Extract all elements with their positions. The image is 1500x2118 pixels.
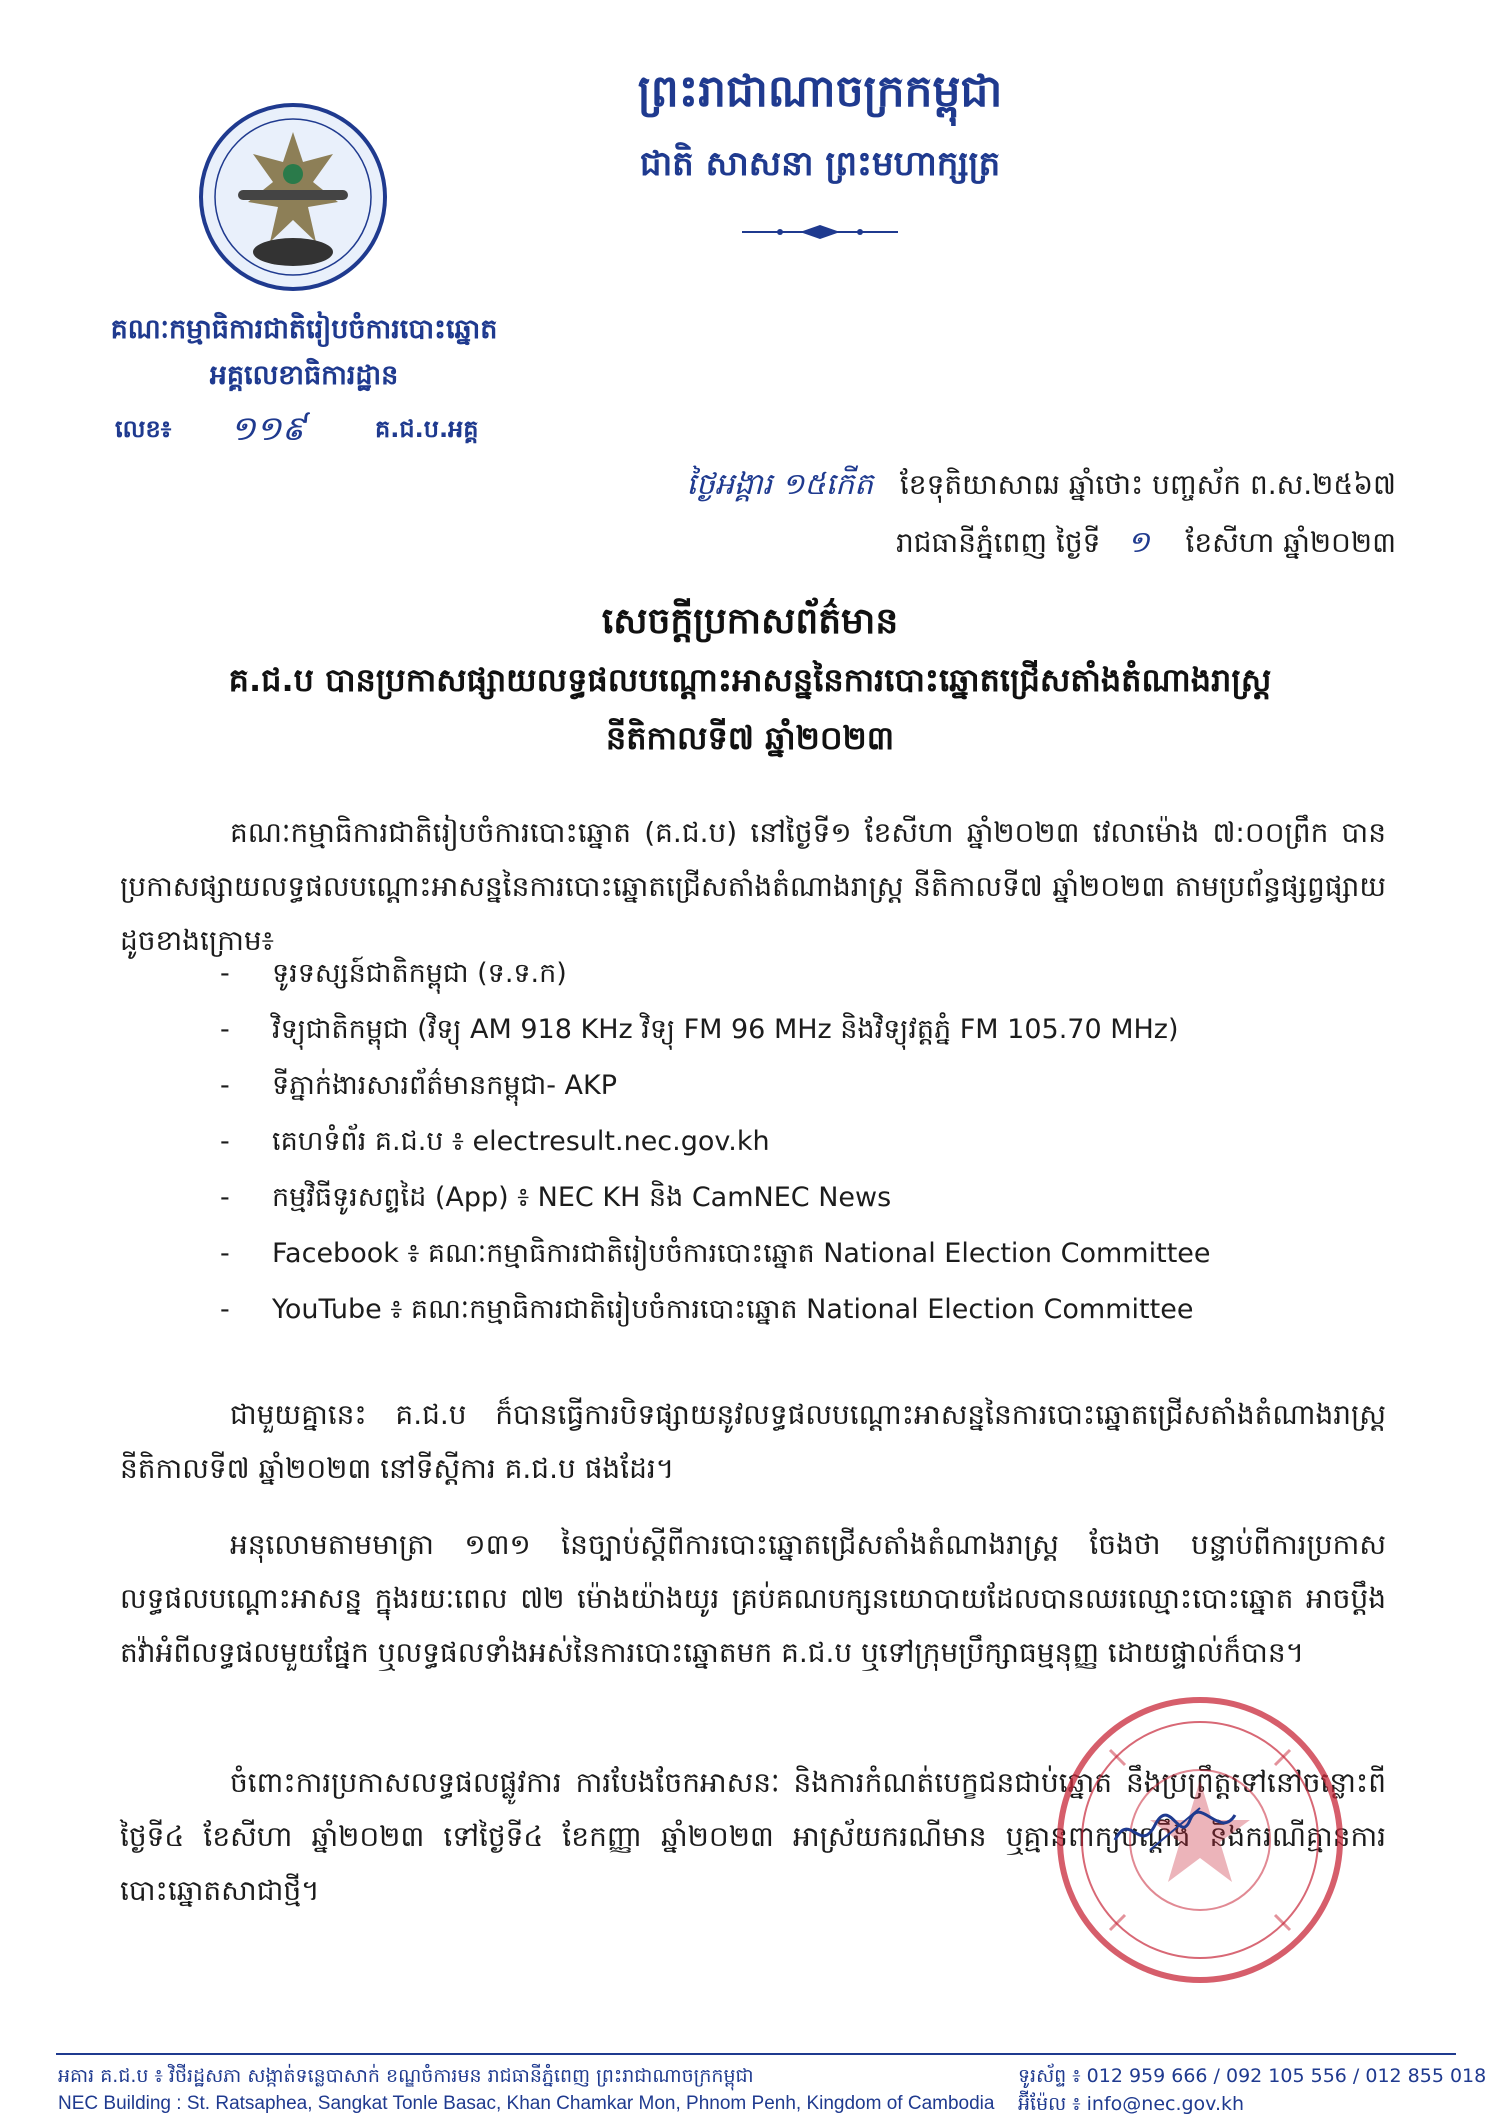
phone-label: ទូរស័ព្ទ ៖ bbox=[1018, 2065, 1081, 2087]
lunar-date-rest: ខែទុតិយាសាឍ ឆ្នាំថោះ បញ្ចស័ក ព.ស.២៥៦៧ bbox=[899, 468, 1396, 501]
national-motto: ជាតិ សាសនា ព្រះមហាក្សត្រ bbox=[639, 144, 1001, 184]
channel-text: ទីភ្នាក់ងារសារព័ត៌មានកម្ពុជា- AKP bbox=[272, 1070, 618, 1101]
bullet-dash: - bbox=[220, 1070, 230, 1101]
kingdom-title: ព្រះរាជាណាចក្រកម្ពុជា bbox=[637, 66, 1003, 117]
bullet-dash: - bbox=[220, 1182, 230, 1213]
reference-label: លេខ៖ bbox=[115, 415, 172, 443]
broadcast-channel-list bbox=[220, 946, 1390, 1338]
solar-date-rest: ខែសីហា ឆ្នាំ២០២៣ bbox=[1185, 526, 1396, 559]
bullet-dash: - bbox=[220, 1294, 230, 1325]
channel-text: កម្មវិធីទូរសព្ទដៃ (App) ៖ NEC KH និង CamNEC News bbox=[272, 1182, 892, 1213]
phone-numbers: 012 959 666 / 092 105 556 / 012 855 018 bbox=[1086, 2065, 1487, 2087]
footer-phone bbox=[1018, 2062, 1486, 2090]
list-item bbox=[220, 1114, 1390, 1170]
channel-text: គេហទំព័រ គ.ជ.ប ៖ electresult.nec.gov.kh bbox=[272, 1126, 770, 1157]
bullet-dash: - bbox=[220, 1014, 230, 1045]
organization-name: គណៈកម្មាធិការជាតិរៀបចំការបោះឆ្នោត bbox=[110, 314, 498, 345]
list-item bbox=[220, 1058, 1390, 1114]
handwritten-signature bbox=[1110, 1800, 1240, 1860]
reference-number: ១១៩ bbox=[230, 409, 306, 449]
reference-number-row bbox=[115, 404, 535, 454]
paragraph-1: គណៈកម្មាធិការជាតិរៀបចំការបោះឆ្នោត (គ.ជ.ប) នៅថ្ងៃទី១ ខែសីហា ឆ្នាំ២០២៣ វេលាម៉ោង ៧:០០ព្រឹក បានប្រកាសផ្សាយលទ្ធផលបណ្តោះអាសន្ននៃការបោះឆ្នោតជ្រើសតាំងតំណាងរាស្រ្ត នីតិកាលទី៧ ឆ្នាំ២០២៣ តាមប្រព័ន្ធផ្សព្វផ្សាយ ដូចខាងក្រោម៖ bbox=[120, 816, 1386, 957]
paragraph-2: ជាមួយគ្នានេះ គ.ជ.ប ក៏បានធ្វើការបិទផ្សាយនូវលទ្ធផលបណ្តោះអាសន្ននៃការបោះឆ្នោតជ្រើសតាំងតំណាងរាស្រ្ត នីតិកាលទី៧ ឆ្នាំ២០២៣ នៅទីស្តីការ គ.ជ.ប ផងដែរ។ bbox=[120, 1398, 1386, 1485]
channel-text: Facebook ៖ គណៈកម្មាធិការជាតិរៀបចំការបោះឆ្នោត National Election Committee bbox=[272, 1238, 1211, 1269]
channel-text: ទូរទស្សន៍ជាតិកម្ពុជា (ទ.ទ.ក) bbox=[272, 958, 567, 989]
lunar-date-handwritten: ថ្ងៃអង្គារ ១៥កើត bbox=[686, 467, 874, 502]
list-item bbox=[220, 1226, 1390, 1282]
paragraph-4: ចំពោះការប្រកាសលទ្ធផលផ្លូវការ ការបែងចែកអាសនៈ និងការកំណត់បេក្ខជនជាប់ឆ្នោត នឹងប្រព្រឹត្តទៅនៅចន្លោះពីថ្ងៃទី៤ ខែសីហា ឆ្នាំ២០២៣ ទៅថ្ងៃទី៤ ខែកញ្ញា ឆ្នាំ២០២៣ អាស្រ័យករណីមាន ឬគ្មានពាក្យបណ្តឹង និងករណីគ្មានការបោះឆ្នោតសាជាថ្មី។ bbox=[120, 1766, 1386, 1907]
announcement-title: សេចក្តីប្រកាសព័ត៌មាន bbox=[601, 601, 899, 642]
announcement-subtitle-line1: គ.ជ.ប បានប្រកាសផ្សាយលទ្ធផលបណ្តោះអាសន្ននៃការបោះឆ្នោតជ្រើសតាំងតំណាងរាស្រ្ត bbox=[228, 661, 1272, 699]
footer-email bbox=[1018, 2090, 1244, 2118]
organization-department: អគ្គលេខាធិការដ្ឋាន bbox=[209, 360, 399, 391]
footer-address-khmer: អគារ គ.ជ.ប ៖ វិថីរដ្ឋសភា សង្កាត់ទន្លេបាសាក់ ខណ្ឌចំការមន រាជធានីភ្នំពេញ ព្រះរាជាណាចក្រកម្ពុជា bbox=[58, 2065, 754, 2087]
footer-address-english: NEC Building : St. Ratsaphea, Sangkat Tonle Basac, Khan Chamkar Mon, Phnom Penh, Kingdom of Cambodia bbox=[58, 2093, 995, 2114]
email-label: អ៊ីម៉ែល ៖ bbox=[1018, 2093, 1081, 2115]
solar-date-day: ១ bbox=[1127, 525, 1150, 560]
list-item bbox=[220, 946, 1390, 1002]
list-item bbox=[220, 1002, 1390, 1058]
nec-emblem-logo bbox=[198, 102, 388, 292]
channel-text: YouTube ៖ គណៈកម្មាធិការជាតិរៀបចំការបោះឆ្នោត National Election Committee bbox=[272, 1294, 1194, 1325]
email-address: info@nec.gov.kh bbox=[1086, 2093, 1245, 2115]
bullet-dash: - bbox=[220, 1238, 230, 1269]
ornament-divider bbox=[740, 222, 900, 242]
footer-divider bbox=[56, 2053, 1456, 2055]
bullet-dash: - bbox=[220, 958, 230, 989]
reference-code: គ.ជ.ប.អគ្គ bbox=[375, 415, 479, 443]
solar-date-prefix: រាជធានីភ្នំពេញ ថ្ងៃទី bbox=[895, 526, 1101, 559]
list-item bbox=[220, 1282, 1390, 1338]
channel-text: វិទ្យុជាតិកម្ពុជា (វិទ្យុ AM 918 KHz វិទ្យុ FM 96 MHz និងវិទ្យុវត្តភ្នំ FM 105.70 MHz) bbox=[272, 1014, 1179, 1045]
announcement-subtitle-line2: នីតិកាលទី៧ ឆ្នាំ២០២៣ bbox=[605, 719, 895, 757]
paragraph-3: អនុលោមតាមមាត្រា ១៣១ នៃច្បាប់ស្តីពីការបោះឆ្នោតជ្រើសតាំងតំណាងរាស្រ្ត ចែងថា បន្ទាប់ពីការប្រកាសលទ្ធផលបណ្តោះអាសន្ន ក្នុងរយៈពេល ៧២ ម៉ោងយ៉ាងយូរ គ្រប់គណបក្សនយោបាយដែលបានឈរឈ្មោះបោះឆ្នោត អាចប្តឹងតវ៉ាអំពីលទ្ធផលមួយផ្នែក ឬលទ្ធផលទាំងអស់នៃការបោះឆ្នោតមក គ.ជ.ប ឬទៅក្រុមប្រឹក្សាធម្មនុញ្ញ ដោយផ្ទាល់ក៏បាន។ bbox=[120, 1528, 1386, 1669]
solar-date-line bbox=[896, 520, 1396, 566]
bullet-dash: - bbox=[220, 1126, 230, 1157]
list-item bbox=[220, 1170, 1390, 1226]
lunar-date-line bbox=[686, 462, 1396, 508]
